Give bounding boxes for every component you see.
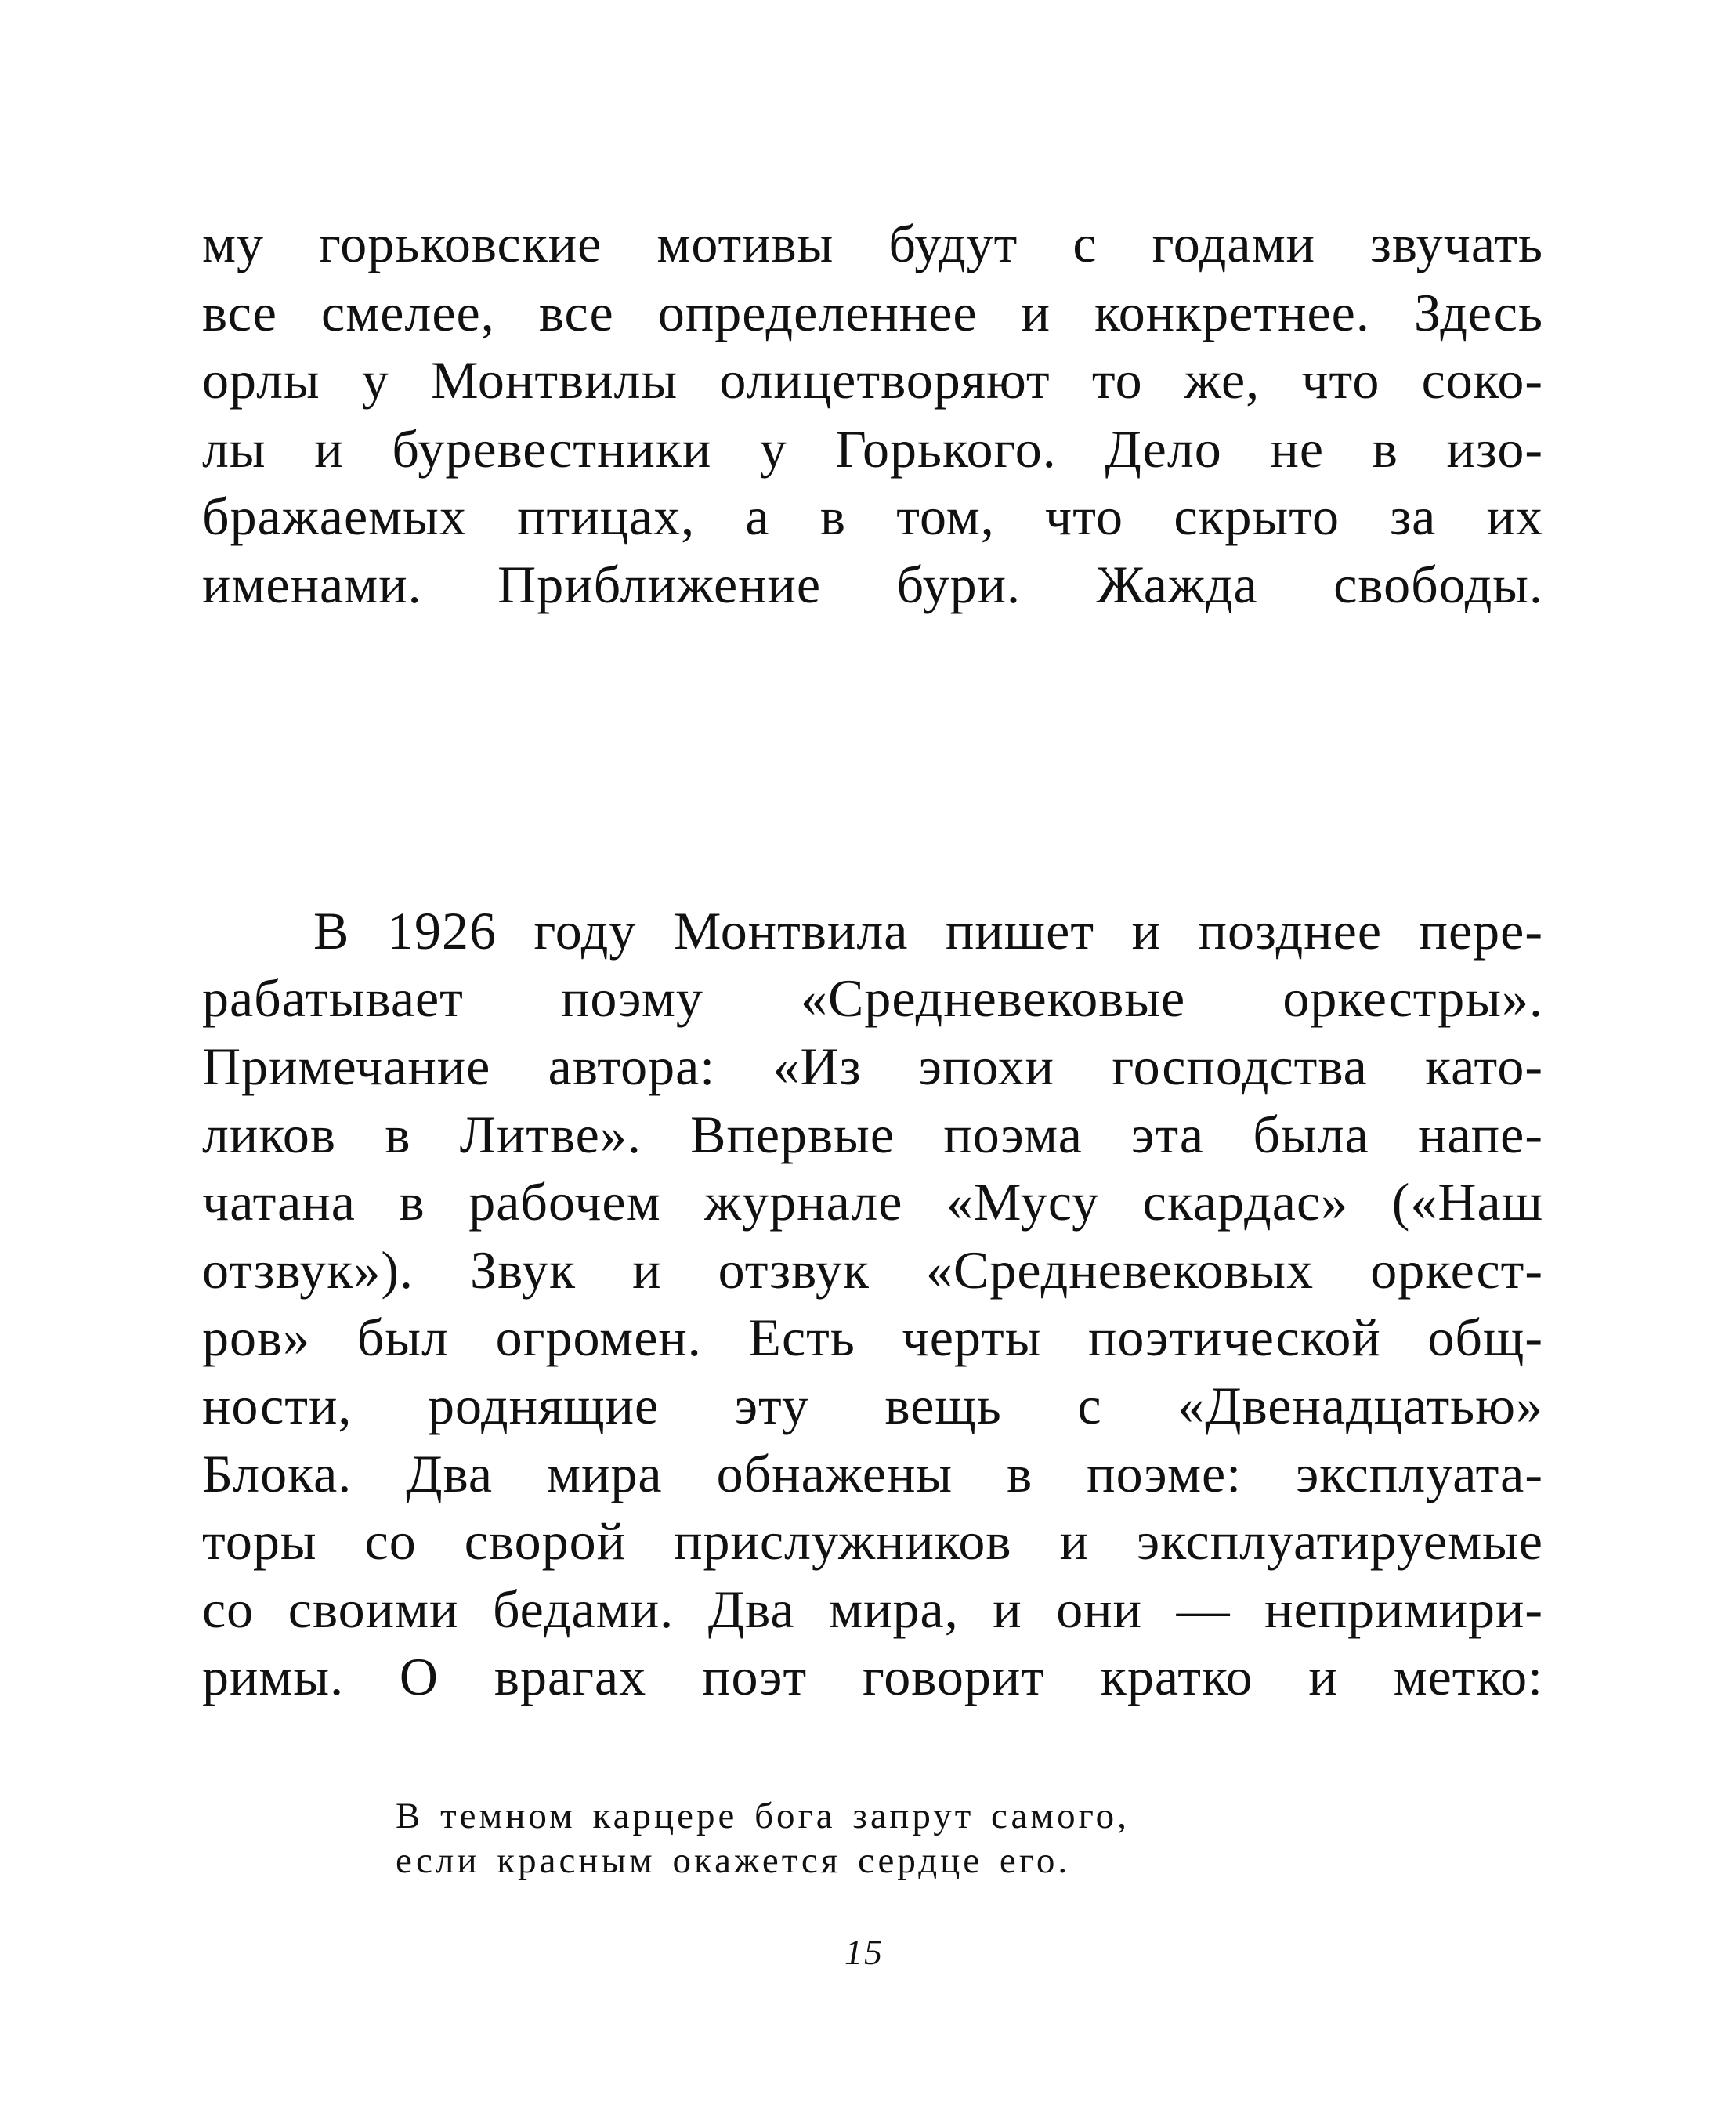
text-line: ров» был огромен. Есть черты поэтической общ- <box>202 1308 1543 1367</box>
text-line: Блока. Два мира обнажены в поэме: эксплуата- <box>202 1444 1543 1503</box>
text-line: отзвук»). Звук и отзвук «Средневековых оркест- <box>202 1240 1543 1300</box>
text-line: орлы у Монтвилы олицетворяют то же, что соко- <box>202 350 1543 410</box>
text-line: му горьковские мотивы будут с годами звучать <box>202 214 1543 273</box>
verse-line: В темном карцере бога запрут самого, <box>396 1796 1130 1836</box>
text-line: ности, роднящие эту вещь с «Двенадцатью» <box>202 1376 1543 1435</box>
text-line: именами. Приближение бури. Жажда свободы. <box>202 555 1543 614</box>
verse-line: если красным окажется сердце его. <box>396 1840 1071 1881</box>
text-line: ликов в Литве». Впервые поэма эта была напе- <box>202 1105 1543 1164</box>
text-line: бражаемых птицах, а в том, что скрыто за их <box>202 487 1543 546</box>
text-line: все смелее, все определеннее и конкретнее. Здесь <box>202 283 1543 342</box>
page-number: 15 <box>844 1932 884 1972</box>
text-line: торы со сворой прислужников и эксплуатируемые <box>202 1511 1543 1571</box>
text-line: рабатывает поэму «Средневековые оркестры». <box>202 968 1543 1028</box>
text-line: В 1926 году Монтвила пишет и позднее пере- <box>313 901 1543 961</box>
text-line: лы и буревестники у Горького. Дело не в изо- <box>202 419 1543 479</box>
text-line: со своими бедами. Два мира, и они — непримири- <box>202 1579 1543 1639</box>
text-line: римы. О врагах поэт говорит кратко и метко: <box>202 1647 1543 1706</box>
text-line: Примечание автора: «Из эпохи господства като- <box>202 1036 1543 1096</box>
text-line: чатана в рабочем журнале «Мусу скардас» («Наш <box>202 1172 1543 1232</box>
